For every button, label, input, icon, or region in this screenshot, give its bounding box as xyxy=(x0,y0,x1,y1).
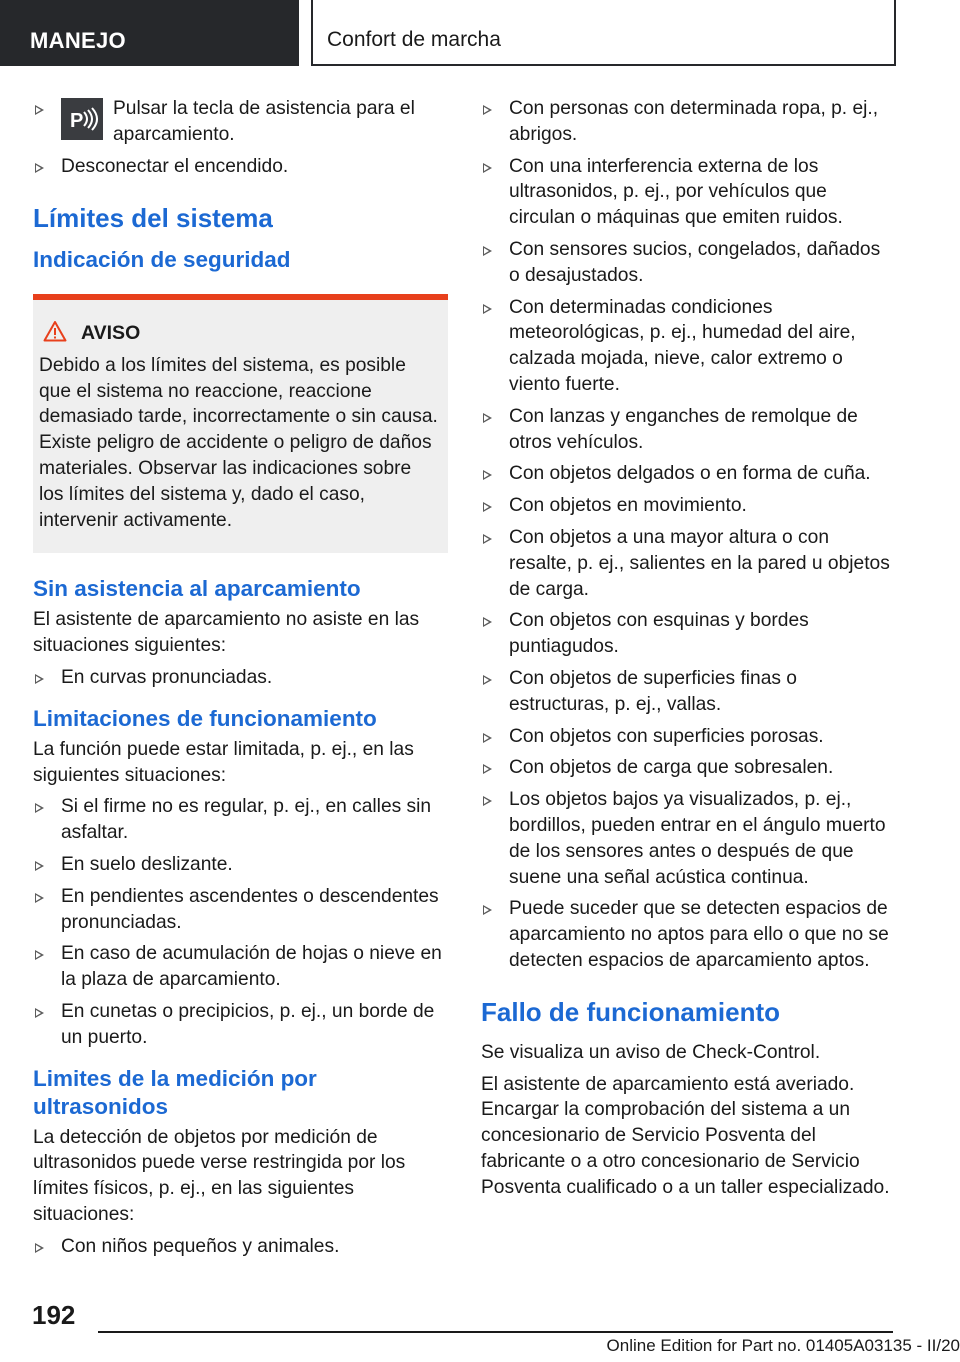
list-item-text: Con objetos en movimiento. xyxy=(509,495,747,517)
header-chapter-tab xyxy=(311,0,896,66)
paragraph: El asistente de aparcamiento no asiste en las situaciones siguientes: xyxy=(33,609,420,657)
heading-system-limits: Límites del sistema xyxy=(33,202,273,233)
bullet-triangle-icon xyxy=(483,304,492,314)
bullet-triangle-icon xyxy=(35,861,44,871)
list-item-text: Desconectar el encendido. xyxy=(61,156,289,177)
list-item-text: En cunetas o precipicios, p. ej., un borde de un puerto. xyxy=(61,1000,435,1048)
bullet-triangle-icon xyxy=(35,105,44,115)
parking-assist-button-icon xyxy=(61,98,103,140)
bullet-triangle-icon xyxy=(35,674,44,684)
list-item xyxy=(33,794,448,846)
bullet-triangle-icon xyxy=(483,733,492,743)
list-item-text: En caso de acumulación de hojas o nieve en la plaza de aparcamiento. xyxy=(61,943,442,991)
paragraph: La detección de objetos por medición de ultrasonidos puede verse restringida por los límites físicos, p. ej., en las siguientes situaciones: xyxy=(33,1126,406,1225)
list-item-text: Con sensores sucios, congelados, dañados o desajustados. xyxy=(509,238,881,286)
list-item-text: Con objetos con superficies porosas. xyxy=(509,725,824,747)
warning-box xyxy=(33,294,448,554)
svg-text:P: P xyxy=(70,110,84,132)
bullet-triangle-icon xyxy=(483,163,492,173)
warning-title: AVISO xyxy=(81,321,141,344)
bullet-triangle-icon xyxy=(35,1243,44,1253)
bullet-triangle-icon xyxy=(35,803,44,813)
bullet-triangle-icon xyxy=(483,796,492,806)
list-item-text: Con objetos a una mayor altura o con resalte, p. ej., salientes en la pared u objetos de carga. xyxy=(509,526,890,600)
bullet-triangle-icon xyxy=(35,163,44,173)
list-item-text: En curvas pronunciadas. xyxy=(61,666,273,688)
bullet-triangle-icon xyxy=(483,413,492,423)
list-item-text: Puede suceder que se detecten espacios de aparcamiento no aptos para ello o que no se detecten espacios de aparcamiento aptos. xyxy=(509,898,889,971)
list-item-text: Si el firme no es regular, p. ej., en calles sin asfaltar. xyxy=(61,796,432,844)
list-item xyxy=(33,665,448,691)
list-item-text: Con objetos de carga que sobresalen. xyxy=(509,757,834,779)
bullet-triangle-icon xyxy=(35,893,44,903)
list-item xyxy=(481,666,896,718)
bullet-triangle-icon xyxy=(35,1008,44,1018)
bullet-triangle-icon xyxy=(483,105,492,115)
heading-ultrasonic-limits: Limites de la medición por ultrasonidos xyxy=(33,1065,317,1119)
list-item-text: Con personas con determinada ropa, p. ej., abrigos. xyxy=(509,98,879,145)
list-item xyxy=(481,755,896,781)
list-item xyxy=(33,884,448,936)
list-item xyxy=(481,154,896,231)
warning-triangle-icon xyxy=(43,320,67,347)
bullet-triangle-icon xyxy=(483,764,492,774)
list-item-text: Pulsar la tecla de asistencia para el aparcamiento. xyxy=(113,98,415,145)
list-item xyxy=(33,154,448,180)
right-column xyxy=(481,96,896,1206)
bullet-triangle-icon xyxy=(483,534,492,544)
paragraph: La función puede estar limitada, p. ej., en las siguientes situaciones: xyxy=(33,738,414,786)
list-item xyxy=(33,96,448,148)
list-item-text: Con determinadas condiciones meteorológicas, p. ej., humedad del aire, calzada mojada, nieve, calor extremo o viento fuerte. xyxy=(509,296,856,395)
paragraph: Se visualiza un aviso de Check-Control. xyxy=(481,1041,821,1063)
list-item xyxy=(481,896,896,973)
header-section-label: MANEJO xyxy=(30,28,126,53)
list-item xyxy=(33,941,448,993)
heading-malfunction: Fallo de funcionamiento xyxy=(481,996,781,1027)
bullet-triangle-icon xyxy=(483,470,492,480)
list-item xyxy=(481,787,896,890)
list-item-text: Con objetos de superficies finas o estructuras, p. ej., vallas. xyxy=(509,667,797,715)
header-chapter-label: Confort de marcha xyxy=(327,28,501,51)
list-item-text: En pendientes ascendentes o descendentes pronunciadas. xyxy=(61,885,439,933)
bullet-triangle-icon xyxy=(483,617,492,627)
list-item xyxy=(481,608,896,660)
bullet-triangle-icon xyxy=(483,502,492,512)
bullet-triangle-icon xyxy=(35,950,44,960)
list-item-text: Los objetos bajos ya visualizados, p. ej., bordillos, pueden entrar en el ángulo muerto de los sensores antes o después de que suene una señal acústica continua. xyxy=(509,789,886,888)
list-item xyxy=(481,295,896,398)
list-item-text: Con objetos delgados o en forma de cuña. xyxy=(509,463,871,485)
warning-title-row xyxy=(43,320,438,347)
list-item-text: En suelo deslizante. xyxy=(61,853,233,875)
paragraph: El asistente de aparcamiento está averiado. Encargar la comprobación del sistema a un concesionario de Servicio Posventa del fabricante o a otro concesionario de Servicio Posventa cualificado o a un taller especializado. xyxy=(481,1073,890,1198)
list-item xyxy=(481,404,896,456)
list-item-text: Con niños pequeños y animales. xyxy=(61,1235,340,1257)
list-item-text: Con una interferencia externa de los ultrasonidos, p. ej., por vehículos que circulan o máquinas que emiten ruidos. xyxy=(509,155,843,229)
footer-divider xyxy=(98,1331,893,1333)
list-item xyxy=(481,96,896,148)
page-number: 192 xyxy=(32,1300,76,1330)
bullet-triangle-icon xyxy=(483,905,492,915)
list-item xyxy=(481,461,896,487)
bullet-triangle-icon xyxy=(483,675,492,685)
list-item xyxy=(481,493,896,519)
list-item xyxy=(33,999,448,1051)
bullet-triangle-icon xyxy=(483,246,492,256)
heading-functional-limits: Limitaciones de funcionamiento xyxy=(33,705,377,731)
list-item xyxy=(481,724,896,750)
list-item xyxy=(33,852,448,878)
heading-no-assistance: Sin asistencia al aparcamiento xyxy=(33,576,361,602)
heading-safety-note: Indicación de seguridad xyxy=(33,246,291,272)
list-item xyxy=(481,237,896,289)
edition-label: Online Edition for Part no. 01405A03135 - II/20 xyxy=(606,1336,960,1355)
list-item xyxy=(33,1234,448,1260)
list-item xyxy=(481,525,896,602)
list-item-text: Con lanzas y enganches de remolque de otros vehículos. xyxy=(509,405,858,453)
header-section-tab xyxy=(0,0,299,66)
warning-text: Debido a los límites del sistema, es posible que el sistema no reaccione, reaccione demasiado tarde, incorrectamente o sin causa. Existe peligro de accidente o peligro de daños materiales. Observar las indicaciones sobre los límites del sistema y, dado el caso, intervenir activamente. xyxy=(39,354,438,531)
list-item-text: Con objetos con esquinas y bordes puntiagudos. xyxy=(509,610,809,658)
left-column xyxy=(33,96,448,1266)
